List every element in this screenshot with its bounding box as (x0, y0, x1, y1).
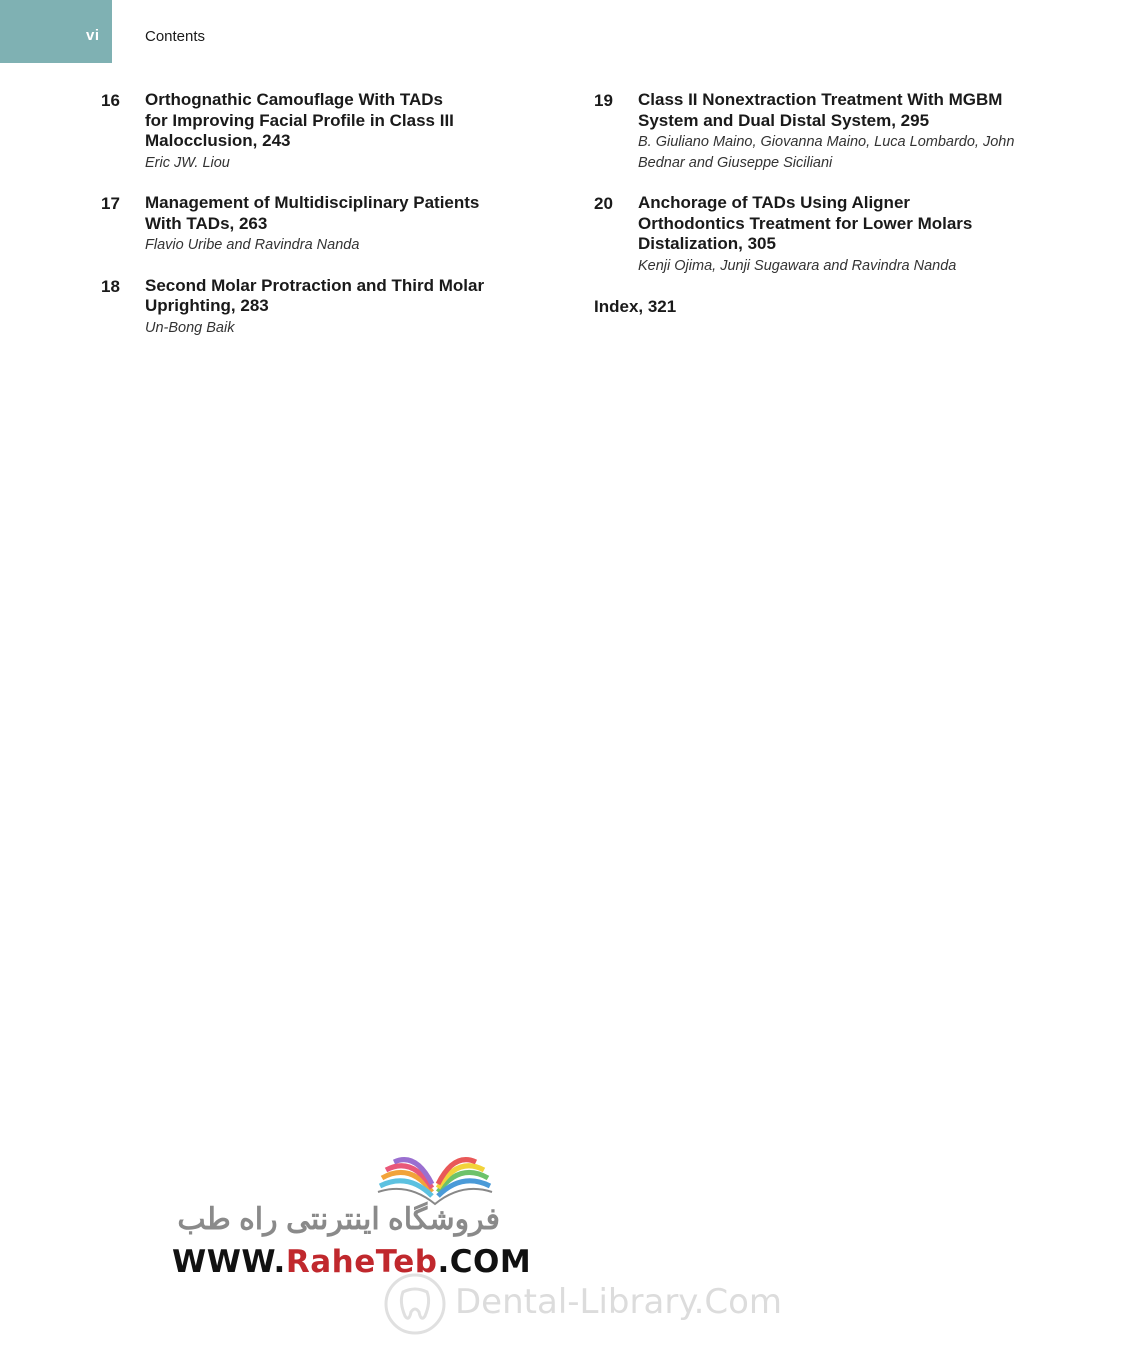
watermark-url (172, 1244, 531, 1280)
chapter-title[interactable] (638, 90, 1044, 131)
title-line: Uprighting, 283 (145, 296, 269, 315)
title-line: Class II Nonextraction Treatment With MGBM (638, 90, 1003, 109)
author-line: Kenji Ojima, Junji Sugawara and Ravindra Nanda (638, 257, 957, 274)
chapter-number: 16 (101, 91, 120, 110)
toc-right-column (594, 90, 1044, 317)
watermark-persian-text: فروشگاه اینترنتی راه طب (177, 1203, 500, 1236)
watermark-dental-library: Dental-Library.Com (455, 1282, 783, 1322)
title-line: Malocclusion, 243 (145, 131, 291, 150)
title-line: System and Dual Distal System, 295 (638, 110, 930, 130)
open-book-icon (370, 1148, 500, 1208)
title-line: Anchorage of TADs Using Aligner (638, 193, 911, 212)
title-line: Distalization, 305 (638, 234, 776, 253)
author-line: Un-Bong Baik (145, 319, 235, 336)
title-line: Management of Multidisciplinary Patients (145, 193, 480, 212)
chapter-number: 17 (101, 194, 120, 213)
chapter-number: 19 (594, 91, 613, 110)
chapter-title[interactable] (638, 193, 1044, 255)
toc-entry-17[interactable] (101, 193, 541, 256)
toc-left-column (101, 90, 541, 358)
toc-entry-19[interactable] (594, 90, 1044, 173)
chapter-authors (145, 153, 541, 174)
toc-entry-16[interactable] (101, 90, 541, 173)
url-accent: RaheTeb (285, 1244, 438, 1280)
chapter-authors (638, 132, 1044, 173)
chapter-authors (638, 256, 1044, 277)
page-number: vi (86, 27, 100, 44)
title-line: With TADs, 263 (145, 213, 268, 233)
url-prefix: WWW. (172, 1244, 286, 1280)
toc-index-entry[interactable]: Index, 321 (594, 297, 677, 316)
chapter-number: 20 (594, 194, 613, 213)
tooth-icon (383, 1272, 447, 1336)
toc-entry-20[interactable] (594, 193, 1044, 276)
title-line: Second Molar Protraction and Third Molar (145, 275, 485, 295)
chapter-authors (145, 318, 541, 339)
toc-entry-18[interactable] (101, 276, 541, 339)
chapter-title[interactable] (145, 193, 541, 234)
title-line: for Improving Facial Profile in Class III (145, 110, 454, 130)
author-line: Bednar and Giuseppe Siciliani (638, 154, 833, 171)
chapter-authors (145, 235, 541, 256)
title-line: Orthognathic Camouflage With TADs (145, 90, 443, 109)
title-line: Orthodontics Treatment for Lower Molars (638, 213, 973, 233)
author-line: Eric JW. Liou (145, 154, 230, 171)
url-suffix: .COM (437, 1244, 532, 1280)
chapter-title[interactable] (145, 90, 541, 152)
chapter-title[interactable] (145, 276, 541, 317)
author-line: Flavio Uribe and Ravindra Nanda (145, 237, 360, 253)
chapter-number: 18 (101, 276, 120, 296)
author-line: B. Giuliano Maino, Giovanna Maino, Luca Lombardo, John (638, 134, 1015, 150)
running-head: Contents (145, 28, 206, 45)
